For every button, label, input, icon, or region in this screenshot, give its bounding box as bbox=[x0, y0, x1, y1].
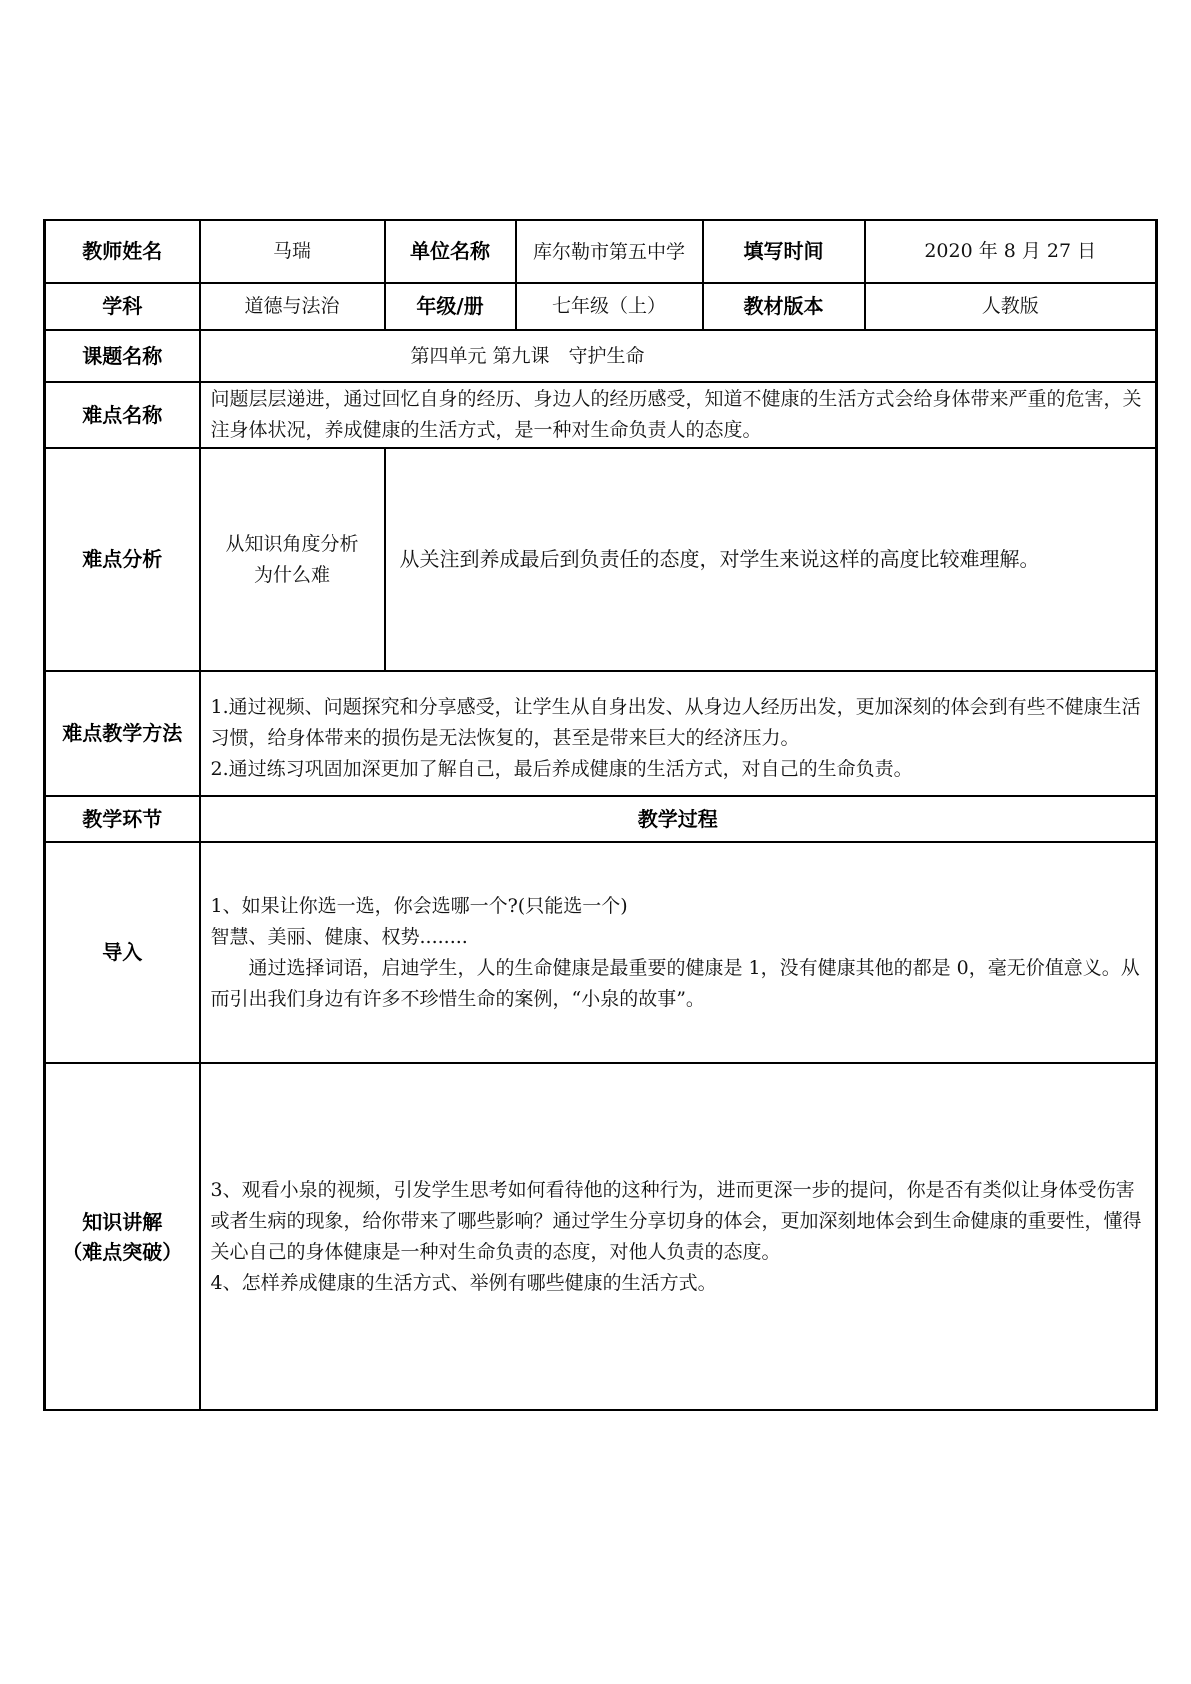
row-method bbox=[45, 671, 1157, 796]
row-basic-info bbox=[45, 220, 1157, 283]
knowledge-label bbox=[45, 1063, 200, 1410]
lesson-plan-table bbox=[43, 219, 1158, 1411]
method-label: 难点教学方法 bbox=[45, 671, 200, 796]
edition-value: 人教版 bbox=[865, 283, 1157, 330]
intro-line-2: 智慧、美丽、健康、权势........ bbox=[210, 925, 468, 948]
grade-label: 年级/册 bbox=[385, 283, 516, 330]
grade-value: 七年级（上） bbox=[516, 283, 703, 330]
method-line-2: 2.通过练习巩固加深更加了解自己，最后养成健康的生活方式，对自己的生命负责。 bbox=[210, 758, 913, 780]
subject-label: 学科 bbox=[45, 283, 200, 330]
intro-label: 导入 bbox=[45, 842, 200, 1063]
intro-line-3: 通过选择词语，启迪学生，人的生命健康是最重要的健康是 1，没有健康其他的都是 0，毫无价值意义。从而引出我们身边有许多不珍惜生命的案例，“小泉的故事”。 bbox=[210, 956, 1140, 1010]
topic-label: 课题名称 bbox=[45, 330, 200, 382]
stage-header-label: 教学环节 bbox=[45, 796, 200, 842]
intro-line-1: 1、如果让你选一选，你会选哪一个?(只能选一个) bbox=[210, 894, 628, 917]
row-difficulty bbox=[45, 382, 1157, 448]
method-content bbox=[200, 671, 1157, 796]
fill-date-value: 2020 年 8 月 27 日 bbox=[865, 220, 1157, 283]
knowledge-label-line-1: 知识讲解 bbox=[82, 1209, 163, 1234]
edition-label: 教材版本 bbox=[703, 283, 865, 330]
analysis-label: 难点分析 bbox=[45, 448, 200, 671]
row-topic bbox=[45, 330, 1157, 382]
analysis-sub-label: 从知识角度分析为什么难 bbox=[200, 448, 385, 671]
knowledge-content bbox=[200, 1063, 1157, 1410]
topic-value: 第四单元 第九课 守护生命 bbox=[200, 330, 1157, 382]
difficulty-label: 难点名称 bbox=[45, 382, 200, 448]
lesson-plan-sheet bbox=[43, 219, 1155, 1411]
knowledge-line-1: 3、观看小泉的视频，引发学生思考如何看待他的这种行为，进而更深一步的提问，你是否有类似让身体受伤害或者生病的现象，给你带来了哪些影响？通过学生分享切身的体会，更加深刻地体会到生命健康的重要性，懂得关心自己的身体健康是一种对生命负责的态度，对他人负责的态度。 bbox=[210, 1178, 1142, 1263]
analysis-value: 从关注到养成最后到负责任的态度，对学生来说这样的高度比较难理解。 bbox=[385, 448, 1157, 671]
row-subject-info bbox=[45, 283, 1157, 330]
row-knowledge bbox=[45, 1063, 1157, 1410]
unit-name-value: 库尔勒市第五中学 bbox=[516, 220, 703, 283]
intro-content bbox=[200, 842, 1157, 1063]
row-process-header bbox=[45, 796, 1157, 842]
teacher-name-value: 马瑞 bbox=[200, 220, 385, 283]
fill-date-label: 填写时间 bbox=[703, 220, 865, 283]
knowledge-line-2: 4、怎样养成健康的生活方式、举例有哪些健康的生活方式。 bbox=[210, 1271, 717, 1294]
subject-value: 道德与法治 bbox=[200, 283, 385, 330]
process-header-label: 教学过程 bbox=[200, 796, 1157, 842]
knowledge-label-line-2: （难点突破） bbox=[62, 1239, 183, 1264]
unit-name-label: 单位名称 bbox=[385, 220, 516, 283]
row-analysis bbox=[45, 448, 1157, 671]
difficulty-value: 问题层层递进，通过回忆自身的经历、身边人的经历感受，知道不健康的生活方式会给身体带来严重的危害，关注身体状况，养成健康的生活方式，是一种对生命负责人的态度。 bbox=[200, 382, 1157, 448]
teacher-name-label: 教师姓名 bbox=[45, 220, 200, 283]
method-line-1: 1.通过视频、问题探究和分享感受，让学生从自身出发、从身边人经历出发，更加深刻的体会到有些不健康生活习惯，给身体带来的损伤是无法恢复的，甚至是带来巨大的经济压力。 bbox=[210, 696, 1141, 749]
row-intro bbox=[45, 842, 1157, 1063]
